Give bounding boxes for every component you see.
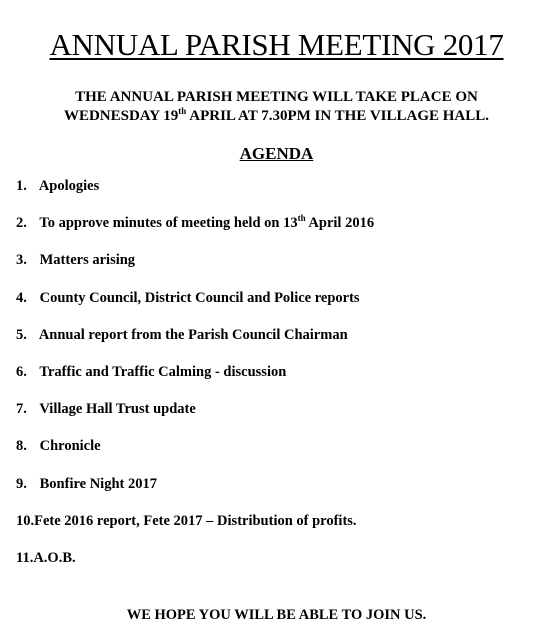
- agenda-item: [16, 176, 546, 213]
- agenda-item: [16, 325, 546, 362]
- agenda-item: [16, 399, 546, 436]
- agenda-item-text: A.O.B.: [33, 549, 76, 566]
- agenda-item-text-continued: April 2016: [305, 215, 375, 232]
- agenda-item-number: 1.: [16, 178, 27, 194]
- agenda-item: [16, 250, 546, 287]
- agenda-item-number: 9.: [16, 475, 27, 492]
- agenda-item: [16, 511, 546, 548]
- announcement-line-1: THE ANNUAL PARISH MEETING WILL TAKE PLACE ON: [75, 89, 478, 105]
- agenda-item-number: 8.: [16, 438, 27, 455]
- agenda-item: [16, 436, 546, 473]
- closing-message: WE HOPE YOU WILL BE ABLE TO JOIN US.: [126, 607, 427, 623]
- announcement-line-2: [0, 107, 553, 126]
- agenda-item-number: 3.: [16, 252, 27, 269]
- announcement-date-suffix: th: [178, 106, 187, 116]
- agenda-item-text: Traffic and Traffic Calming - discussion: [39, 363, 287, 380]
- agenda-item-ordinal-suffix: th: [297, 213, 306, 224]
- announcement-date-prefix: WEDNESDAY 19: [63, 108, 179, 124]
- agenda-item-text: Apologies: [38, 178, 100, 194]
- agenda-item-number: 4.: [16, 289, 27, 306]
- agenda-item: [16, 213, 546, 250]
- page-title: ANNUAL PARISH MEETING 2017: [49, 26, 504, 62]
- agenda-heading: AGENDA: [239, 144, 314, 163]
- agenda-item-text: Bonfire Night 2017: [39, 475, 157, 492]
- agenda-item-text: To approve minutes of meeting held on 13: [39, 215, 298, 232]
- agenda-item: [16, 474, 546, 511]
- agenda-item-number: 10.: [16, 512, 35, 529]
- agenda-item-number: 5.: [16, 326, 27, 343]
- agenda-item: [16, 362, 546, 399]
- agenda-item-number: 7.: [16, 401, 27, 418]
- agenda-item-text: County Council, District Council and Police reports: [39, 289, 360, 306]
- agenda-list: [16, 176, 546, 585]
- meeting-announcement: [0, 88, 553, 126]
- agenda-item-text: Chronicle: [39, 438, 101, 455]
- agenda-item-text: Village Hall Trust update: [39, 401, 196, 418]
- agenda-item-text: Fete 2016 report, Fete 2017 – Distribution of profits.: [34, 512, 357, 529]
- agenda-item-text: Matters arising: [39, 252, 136, 269]
- announcement-date-rest: APRIL AT 7.30PM IN THE VILLAGE HALL.: [186, 108, 490, 124]
- agenda-item: [16, 288, 546, 325]
- agenda-item: [16, 548, 546, 585]
- agenda-item-number: 2.: [16, 215, 27, 232]
- agenda-item-text: Annual report from the Parish Council Chairman: [38, 326, 348, 343]
- agenda-item-number: 6.: [16, 363, 27, 380]
- agenda-item-number: 11.: [16, 549, 34, 566]
